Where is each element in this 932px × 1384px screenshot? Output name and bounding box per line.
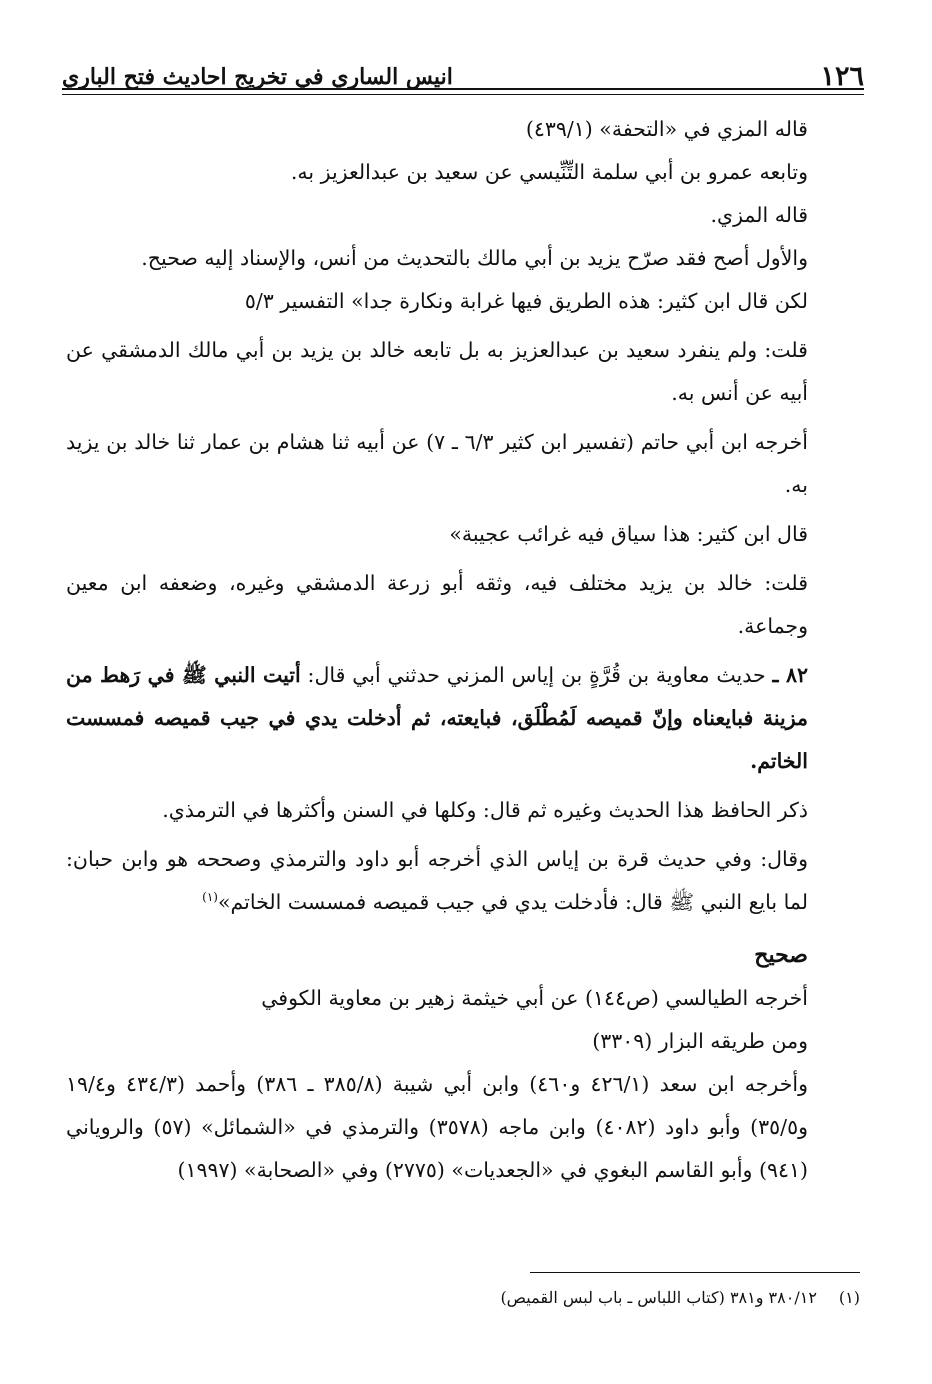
hadith-item-82 <box>66 654 860 783</box>
footnote-ref[interactable]: (١) <box>202 890 218 905</box>
header-rule-thick <box>62 88 864 90</box>
paragraph-2: وتابعه عمرو بن أبي سلمة التِّنِّيسي عن سعيد بن عبدالعزيز به. <box>290 160 808 184</box>
page-number: ١٢٦ <box>820 61 864 92</box>
footnote-text: ٣٨٠/١٢ و٣٨١ (كتاب اللباس ـ باب لبس القميص) <box>500 1288 817 1307</box>
hadith-text: أتيت النبي ﷺ في رَهط من مزينة فبايعناه وإنّ قميصه لَمُطْلَق، فبايعته، ثم أدخلت يدي في جيب قميصه فمسست الخاتم. <box>66 663 808 773</box>
running-title: انيس الساري في تخريج احاديث فتح الباري <box>62 64 453 90</box>
item-number: ٨٢ ـ <box>772 663 808 687</box>
paragraph-6: قلت: ولم ينفرد سعيد بن عبدالعزيز به بل تابعه خالد بن يزيد بن أبي مالك الدمشقي عن أبيه عن أنس به. <box>66 338 808 405</box>
hadith-intro: حديث معاوية بن قُرَّةٍ بن إياس المزني حدثني أبي قال: <box>307 663 766 687</box>
paragraph-1: قاله المزي في «التحفة» (٤٣٩/١) <box>525 117 808 141</box>
paragraph-11 <box>66 838 860 924</box>
paragraph-9: قلت: خالد بن يزيد مختلف فيه، وثقه أبو زرعة الدمشقي وغيره، وضعفه ابن معين وجماعة. <box>66 571 808 638</box>
paragraph-4: والأول أصح فقد صرّح يزيد بن أبي مالك بالتحديث من أنس، والإسناد إليه صحيح. <box>141 246 808 270</box>
paragraph-7: أخرجه ابن أبي حاتم (تفسير ابن كثير ٦/٣ ـ ٧) عن أبيه ثنا هشام بن عمار ثنا خالد بن يزيد به. <box>66 430 808 497</box>
paragraph-12: أخرجه الطيالسي (ص١٤٤) عن أبي خيثمة زهير بن معاوية الكوفي <box>261 986 808 1010</box>
paragraph-3: قاله المزي. <box>710 203 808 227</box>
page-body <box>66 108 860 1192</box>
paragraph-10: ذكر الحافظ هذا الحديث وغيره ثم قال: وكلها في السنن وأكثرها في الترمذي. <box>162 798 808 822</box>
grade-heading: صحيح <box>754 942 808 968</box>
paragraph-5: لكن قال ابن كثير: هذه الطريق فيها غرابة ونكارة جدا» التفسير ٥/٣ <box>244 289 808 313</box>
paragraph-11-text: وقال: وفي حديث قرة بن إياس الذي أخرجه أبو داود والترمذي وصححه هو وابن حبان: لما بايع النبي ﷺ قال: فأدخلت يدي في جيب قميصه فمسست الخاتم» <box>66 847 808 914</box>
header-rule-thin <box>62 94 864 95</box>
footnote <box>66 1284 860 1312</box>
paragraph-8: قال ابن كثير: هذا سياق فيه غرائب عجيبة» <box>449 522 808 546</box>
footnote-number: (١) <box>838 1288 860 1307</box>
footnote-rule <box>530 1272 860 1273</box>
paragraph-14: وأخرجه ابن سعد (٤٢٦/١ و٤٦٠) وابن أبي شيبة (٣٨٥/٨ ـ ٣٨٦) وأحمد (٤٣٤/٣ و١٩/٤ و٣٥/٥) وأبو داود (٤٠٨٢) وابن ماجه (٣٥٧٨) والترمذي في «الشمائل» (٥٧) والروياني (٩٤١) وأبو القاسم البغوي في «الجعديات» (٢٧٧٥) وفي «الصحابة» (١٩٩٧) <box>66 1072 809 1182</box>
paragraph-13: ومن طريقه البزار (٣٣٠٩) <box>592 1029 808 1053</box>
